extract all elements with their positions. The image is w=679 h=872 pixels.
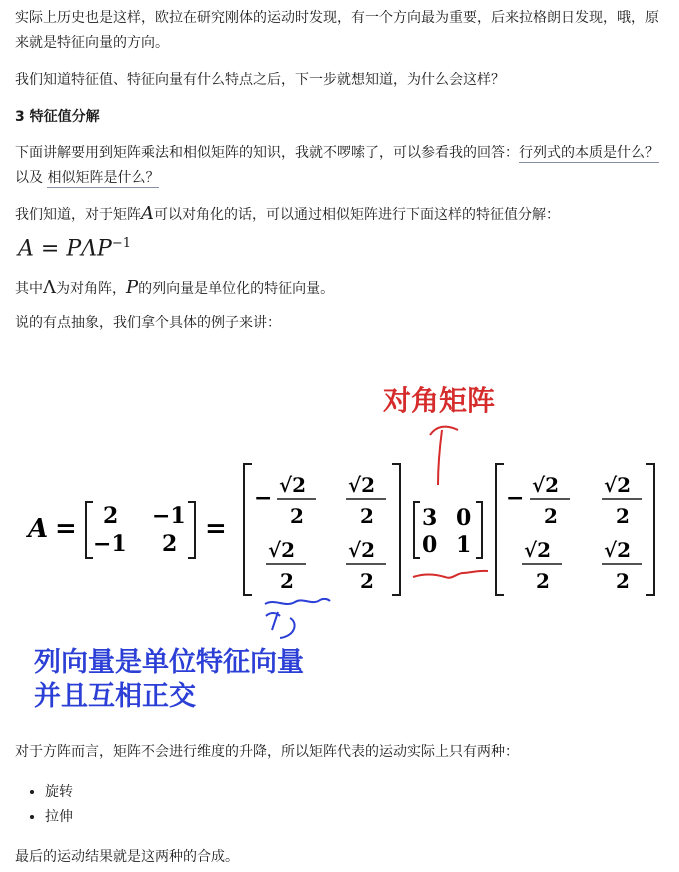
paragraph-next-step: [15, 68, 667, 93]
annotation-diagonal-matrix: 对角矩阵: [383, 384, 496, 417]
paragraph-references: [15, 141, 667, 191]
references-intro: 下面讲解要用到矩阵乘法和相似矩阵的知识，我就不啰嗦了，可以参看我的回答：: [15, 145, 519, 161]
list-item-stretch: • 拉伸: [45, 805, 73, 830]
fig-eq-2: =: [205, 514, 227, 544]
formula-equals: =: [40, 236, 60, 262]
Pinv-11-minus: −: [506, 485, 525, 511]
conclusion-text: 最后的运动结果就是这两种的合成。: [15, 849, 239, 865]
diagonalizable-pre: 我们知道，对于矩阵: [15, 207, 141, 223]
section-heading: [15, 105, 667, 130]
fig-eq-1: =: [55, 514, 77, 544]
matrix-D-left-bracket: [414, 502, 420, 558]
annotation-orthogonal: 并且互相正交: [34, 681, 196, 712]
matrix-D-entry-22: 1: [456, 532, 472, 558]
diagonalizable-post: 可以对角化的话，可以通过相似矩阵进行下面这样的特征值分解：: [154, 207, 560, 223]
matrix-D-entry-21: 0: [422, 532, 438, 558]
P-11-minus: −: [254, 485, 273, 511]
P-12-den: 2: [360, 504, 374, 528]
P-22-den: 2: [360, 569, 374, 593]
matrix-A-entry-21: −1: [93, 531, 127, 557]
blue-squiggle-underline: [265, 599, 330, 604]
formula-rhs: PΛP: [66, 236, 112, 262]
link-similar-matrix[interactable]: 相似矩阵是什么？: [47, 170, 160, 186]
paragraph-history-text: 实际上历史也是这样，欧拉在研究刚体的运动时发现，有一个方向最为重要，后来拉格朗日发现，哦，原来就是特征向量的方向。: [15, 10, 659, 51]
blue-arrow-pointer: [266, 612, 295, 638]
matrix-A-entry-11: 2: [103, 503, 119, 529]
decomposition-figure: [0, 360, 679, 730]
math-var-lambda: Λ: [43, 277, 56, 298]
eigen-decomposition-formula: [18, 236, 131, 261]
Pinv-11-num: √2: [532, 473, 560, 497]
matrix-Pinv-left-bracket: [496, 464, 504, 595]
Pinv-12-den: 2: [616, 504, 630, 528]
paragraph-diagonalizable: [15, 201, 667, 228]
formula-lhs: A: [18, 236, 34, 262]
matrix-A-left-bracket: [86, 502, 93, 558]
math-var-P: P: [126, 277, 139, 298]
Pinv-21-den: 2: [536, 569, 550, 593]
matrix-P-left-bracket: [244, 464, 252, 595]
Pinv-22-den: 2: [616, 569, 630, 593]
matrix-D-entry-12: 0: [456, 505, 472, 531]
red-squiggle-underline: [413, 571, 488, 578]
P-11-den: 2: [290, 504, 304, 528]
Pinv-12-num: √2: [604, 473, 632, 497]
matrix-A-right-bracket: [188, 502, 195, 558]
references-connector: 以及: [15, 170, 48, 186]
paragraph-history: [15, 6, 667, 56]
example-intro-text: 说的有点抽象，我们拿个具体的例子来讲：: [15, 315, 281, 331]
paragraph-example-intro: [15, 311, 667, 336]
link-determinant-essence[interactable]: 行列式的本质是什么？: [519, 145, 659, 161]
P-21-den: 2: [280, 569, 294, 593]
motion-types-list: [15, 780, 73, 830]
paragraph-where: [15, 275, 667, 302]
P-22-num: √2: [348, 538, 376, 562]
matrix-D-right-bracket: [476, 502, 482, 558]
Pinv-11-den: 2: [544, 504, 558, 528]
section-heading-text: 3 特征值分解: [15, 109, 100, 125]
square-matrix-text: 对于方阵而言，矩阵不会进行维度的升降，所以矩阵代表的运动实际上只有两种：: [15, 744, 519, 760]
matrix-Pinv-right-bracket: [646, 464, 654, 595]
Pinv-22-num: √2: [604, 538, 632, 562]
annotation-unit-eigenvectors: 列向量是单位特征向量: [34, 647, 304, 678]
P-11-num: √2: [279, 473, 307, 497]
where-pre: 其中: [15, 281, 43, 297]
arrow-up-annotation: [430, 427, 458, 485]
paragraph-square-matrix: [15, 740, 667, 765]
formula-exponent: −1: [111, 236, 131, 251]
where-post: 的列向量是单位化的特征向量。: [138, 281, 335, 297]
matrix-P-right-bracket: [392, 464, 400, 595]
P-21-num: √2: [268, 538, 296, 562]
paragraph-next-step-text: 我们知道特征值、特征向量有什么特点之后，下一步就想知道，为什么会这样？: [15, 72, 505, 88]
where-mid: 为对角阵，: [56, 281, 126, 297]
Pinv-21-num: √2: [524, 538, 552, 562]
math-var-A: A: [141, 203, 154, 224]
fig-lhs-A: A: [28, 514, 49, 544]
P-12-num: √2: [348, 473, 376, 497]
matrix-D-entry-11: 3: [422, 505, 438, 531]
list-item-rotation: • 旋转: [45, 780, 73, 805]
paragraph-conclusion: [15, 845, 667, 870]
matrix-A-entry-22: 2: [162, 531, 178, 557]
matrix-A-entry-12: −1: [152, 503, 186, 529]
